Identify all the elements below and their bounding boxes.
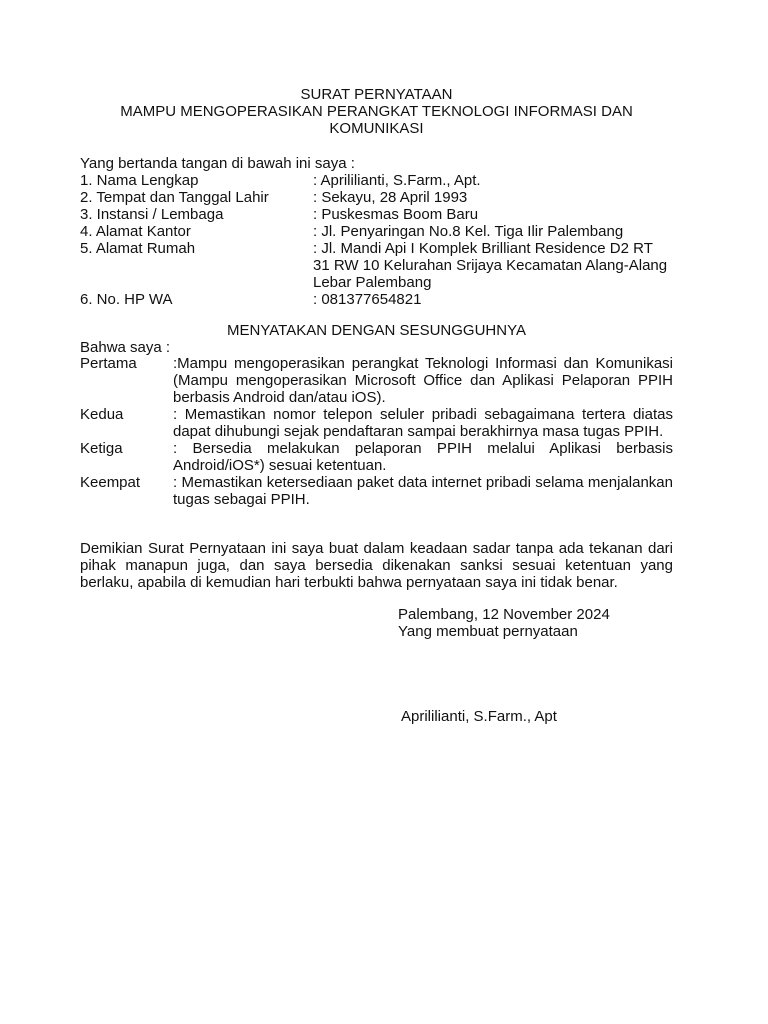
point-row-first [80, 355, 673, 406]
identity-row-office-address [80, 223, 673, 240]
identity-list [80, 172, 673, 308]
signature-block [398, 606, 610, 640]
bahwa-text: Bahwa saya : [80, 339, 171, 356]
closing-paragraph: Demikian Surat Pernyataan ini saya buat dalam keadaan sadar tanpa ada tekanan dari pihak manapun juga, dan saya bersedia dikenakan sanksi sesuai ketentuan yang berlaku, apabila di kemudian hari terbukti bahwa pernyataan saya ini tidak benar. [80, 540, 673, 591]
identity-label: 6. No. HP WA [80, 291, 173, 308]
intro-text: Yang bertanda tangan di bawah ini saya : [80, 155, 355, 172]
point-row-second [80, 406, 673, 440]
point-label: Kedua [80, 406, 124, 423]
point-row-fourth [80, 474, 673, 508]
point-text: : Memastikan ketersediaan paket data internet pribadi selama menjalankan tugas sebagai PPIH. [173, 474, 673, 508]
identity-value: : Jl. Mandi Api I Komplek Brilliant Residence D2 RT 31 RW 10 Kelurahan Srijaya Kecamatan Alang-Alang Lebar Palembang [313, 240, 668, 291]
identity-label: 2. Tempat dan Tanggal Lahir [80, 189, 269, 206]
identity-row-birth [80, 189, 673, 206]
title-line-2: MAMPU MENGOPERASIKAN PERANGKAT TEKNOLOGI INFORMASI DAN [120, 103, 633, 120]
identity-label: 5. Alamat Rumah [80, 240, 196, 257]
identity-row-home-address [80, 240, 673, 291]
signature-caption: Yang membuat pernyataan [398, 623, 578, 640]
point-text: : Memastikan nomor telepon seluler pribadi sebagaimana tertera diatas dapat dihubungi sejak pendaftaran sampai berakhirnya masa tugas PPIH. [173, 406, 673, 440]
identity-label: 1. Nama Lengkap [80, 172, 199, 189]
identity-value: : Sekayu, 28 April 1993 [313, 189, 468, 206]
point-label: Keempat [80, 474, 141, 491]
identity-row-phone [80, 291, 673, 308]
place-date: Palembang, 12 November 2024 [398, 606, 610, 623]
point-label: Pertama [80, 355, 137, 372]
declaration-heading: MENYATAKAN DENGAN SESUNGGUHNYA [227, 322, 526, 339]
identity-value: : 081377654821 [313, 291, 422, 308]
identity-row-name [80, 172, 673, 189]
point-text: : Bersedia melakukan pelaporan PPIH melalui Aplikasi berbasis Android/iOS*) sesuai ketentuan. [173, 440, 673, 474]
identity-label: 3. Instansi / Lembaga [80, 206, 224, 223]
point-text: :Mampu mengoperasikan perangkat Teknologi Informasi dan Komunikasi (Mampu mengoperasikan Microsoft Office dan Aplikasi Pelaporan PPIH berbasis Android dan/atau iOS). [173, 355, 673, 406]
identity-value: : Aprililianti, S.Farm., Apt. [313, 172, 481, 189]
identity-label: 4. Alamat Kantor [80, 223, 191, 240]
identity-row-institution [80, 206, 673, 223]
document-title [80, 86, 673, 137]
declaration-points [80, 355, 673, 508]
identity-value: : Jl. Penyaringan No.8 Kel. Tiga Ilir Palembang [313, 223, 624, 240]
identity-value: : Puskesmas Boom Baru [313, 206, 479, 223]
point-label: Ketiga [80, 440, 123, 457]
title-line-1: SURAT PERNYATAAN [300, 86, 453, 103]
title-line-3: KOMUNIKASI [329, 120, 424, 137]
signer-name: Aprililianti, S.Farm., Apt [401, 708, 557, 725]
point-row-third [80, 440, 673, 474]
